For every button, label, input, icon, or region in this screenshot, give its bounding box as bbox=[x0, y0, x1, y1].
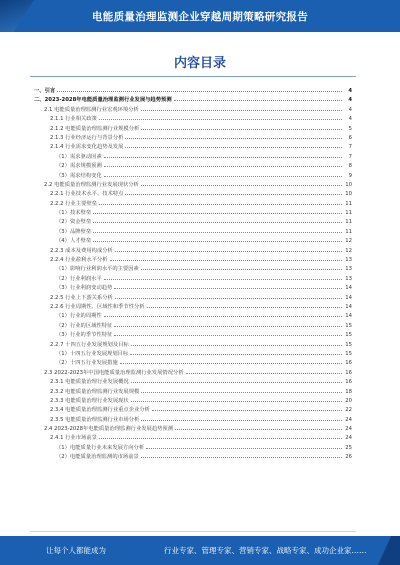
toc-entry-text: 2.2.6 行业周期性、区域性和季节性分析 bbox=[50, 303, 145, 310]
toc-entry-text: 2.2.3 成本及费用构成分析 bbox=[50, 247, 113, 254]
toc-leader-dots bbox=[114, 320, 342, 327]
toc-entry[interactable] bbox=[34, 198, 352, 207]
toc-leader-dots bbox=[120, 357, 342, 364]
toc-entry-text: 2.2.2 行业主要壁垒 bbox=[50, 200, 97, 207]
toc-entry[interactable] bbox=[34, 423, 352, 432]
toc-entry[interactable] bbox=[34, 310, 352, 319]
toc-entry[interactable] bbox=[34, 254, 352, 263]
toc-entry[interactable] bbox=[34, 94, 352, 103]
toc-page-number: 7 bbox=[348, 153, 352, 160]
toc-entry-text: （1）技术壁垒 bbox=[56, 210, 92, 217]
toc-leader-dots bbox=[57, 85, 342, 92]
toc-entry-text: 2.2.4 行业盈利水平分析 bbox=[50, 257, 108, 264]
footer-divider bbox=[30, 531, 356, 532]
toc-leader-dots bbox=[93, 226, 342, 233]
toc-entry-text: （3）需求结构变化 bbox=[56, 172, 102, 179]
toc-entry-text: （3）行业利润变动趋势 bbox=[56, 285, 113, 292]
toc-leader-dots bbox=[130, 348, 342, 355]
toc-entry[interactable] bbox=[34, 235, 352, 244]
toc-leader-dots bbox=[93, 216, 342, 223]
toc-entry[interactable] bbox=[34, 170, 352, 179]
toc-leader-dots bbox=[147, 301, 342, 308]
toc-page-number: 24 bbox=[345, 435, 352, 442]
toc-entry[interactable] bbox=[34, 348, 352, 357]
toc-page-number: 9 bbox=[348, 172, 352, 179]
toc-page-number: 14 bbox=[345, 303, 352, 310]
toc-page-number: 13 bbox=[345, 266, 352, 273]
toc-entry-text: （1）电能质量行业未来发展方向分析 bbox=[56, 444, 145, 451]
toc-entry-text: 2.2.5 行业上下游关系分析 bbox=[50, 294, 113, 301]
toc-leader-dots bbox=[114, 329, 342, 336]
toc-page-number: 11 bbox=[345, 200, 352, 207]
toc-page-number: 5 bbox=[348, 125, 352, 132]
toc-page-number: 16 bbox=[345, 379, 352, 386]
toc-entry-text: （4）人才壁垒 bbox=[56, 238, 92, 245]
toc-page-number: 12 bbox=[345, 247, 352, 254]
toc-entry-text: （2）电能质量治理监测的市场前景 bbox=[56, 454, 139, 461]
toc-page-number: 24 bbox=[345, 426, 352, 433]
toc-entry-text: 2.1 电能质量治理监测行业宏观环境分析 bbox=[44, 106, 139, 113]
toc-entry-text: 2.1.2 电能质量治理监测行业规模分析 bbox=[50, 125, 140, 132]
toc-leader-dots bbox=[93, 235, 342, 242]
toc-leader-dots bbox=[99, 432, 342, 439]
toc-entry-text: 一、引言 bbox=[34, 88, 56, 94]
toc-leader-dots bbox=[114, 282, 342, 289]
toc-leader-dots bbox=[131, 395, 342, 402]
toc-entry[interactable] bbox=[34, 292, 352, 301]
toc-page-number: 14 bbox=[345, 313, 352, 320]
toc-entry-text: 2.1.4 行业需求变化趋势及发展 bbox=[50, 144, 124, 151]
toc-entry[interactable] bbox=[34, 273, 352, 282]
toc-entry[interactable] bbox=[34, 367, 352, 376]
toc-entry[interactable] bbox=[34, 404, 352, 413]
report-footer-bar bbox=[0, 536, 400, 565]
toc-page-number: 8 bbox=[348, 163, 352, 170]
footer-decoration bbox=[378, 536, 400, 565]
toc-entry[interactable] bbox=[34, 395, 352, 404]
toc-leader-dots bbox=[141, 104, 342, 111]
report-header-bar bbox=[0, 0, 400, 32]
toc-divider bbox=[30, 76, 356, 77]
toc-entry-text: 2.3.4 电能质量治理监测行业重点企业分析 bbox=[50, 407, 150, 414]
toc-entry-text: 2.3.3 电能质量治理行业发展现状 bbox=[50, 397, 129, 404]
toc-leader-dots bbox=[115, 245, 342, 252]
toc-page-number: 7 bbox=[348, 144, 352, 151]
table-of-contents bbox=[34, 85, 352, 461]
toc-leader-dots bbox=[175, 423, 342, 430]
toc-page-number: 25 bbox=[345, 444, 352, 451]
toc-entry-text: （2）十四五行业发展措施 bbox=[56, 360, 118, 367]
toc-leader-dots bbox=[99, 113, 342, 120]
toc-leader-dots bbox=[99, 198, 342, 205]
toc-entry[interactable] bbox=[34, 339, 352, 348]
toc-leader-dots bbox=[141, 386, 342, 393]
toc-entry[interactable] bbox=[34, 179, 352, 188]
toc-leader-dots bbox=[115, 292, 342, 299]
toc-entry[interactable] bbox=[34, 320, 352, 329]
toc-leader-dots bbox=[141, 451, 342, 458]
toc-page-number: 6 bbox=[348, 134, 352, 141]
toc-leader-dots bbox=[186, 367, 342, 374]
toc-leader-dots bbox=[152, 404, 342, 411]
footer-slogan-left: 让每个人都能成为 bbox=[46, 546, 106, 555]
toc-leader-dots bbox=[125, 141, 342, 148]
toc-entry-text: （2）需求规模预测 bbox=[56, 163, 102, 170]
toc-entry-text: 2.3.5 电能质量治理监测行业市场分析 bbox=[50, 416, 140, 423]
toc-entry[interactable] bbox=[34, 104, 352, 113]
toc-page-number: 15 bbox=[345, 350, 352, 357]
toc-page-number: 26 bbox=[345, 454, 352, 461]
toc-page-number: 16 bbox=[345, 360, 352, 367]
toc-entry[interactable] bbox=[34, 282, 352, 291]
toc-leader-dots bbox=[131, 376, 342, 383]
toc-entry-text: 2.2.7 十四五行业发展规划及目标 bbox=[50, 341, 129, 348]
toc-leader-dots bbox=[104, 170, 342, 177]
toc-leader-dots bbox=[141, 179, 342, 186]
toc-leader-dots bbox=[93, 207, 342, 214]
toc-heading: 内容目录 bbox=[173, 56, 226, 71]
toc-page-number: 4 bbox=[348, 97, 352, 104]
toc-entry-text: （3）行业的季节性特征 bbox=[56, 332, 113, 339]
toc-entry-text: （2）行业利润水平 bbox=[56, 275, 102, 282]
toc-page-number: 11 bbox=[345, 219, 352, 226]
toc-entry-text: 2.1.1 行业相关政策 bbox=[50, 116, 97, 123]
toc-page-number: 13 bbox=[345, 257, 352, 264]
footer-slogan-right: 行业专家、管理专家、营销专家、战略专家、成功企业家…… bbox=[164, 546, 367, 555]
toc-entry[interactable] bbox=[34, 329, 352, 338]
toc-page-number: 16 bbox=[345, 369, 352, 376]
toc-entry[interactable] bbox=[34, 442, 352, 451]
toc-entry-text: 2.3 2022-2023年中国电能质量治理监测行业发展情况分析 bbox=[44, 369, 184, 376]
toc-page-number: 10 bbox=[345, 191, 352, 198]
toc-leader-dots bbox=[125, 132, 342, 139]
toc-entry-text: （3）品牌壁垒 bbox=[56, 228, 92, 235]
toc-leader-dots bbox=[141, 414, 342, 421]
toc-entry[interactable] bbox=[34, 132, 352, 141]
toc-entry[interactable] bbox=[34, 123, 352, 132]
toc-page-number: 11 bbox=[345, 210, 352, 217]
toc-entry-text: 2.2.1 行业技术水平、技术特点 bbox=[50, 191, 124, 198]
toc-page-number: 14 bbox=[345, 294, 352, 301]
toc-entry-text: （2）行业的区域性特征 bbox=[56, 322, 113, 329]
toc-page-number: 24 bbox=[345, 416, 352, 423]
toc-leader-dots bbox=[146, 442, 342, 449]
toc-leader-dots bbox=[104, 273, 342, 280]
toc-entry[interactable] bbox=[34, 263, 352, 272]
toc-entry-text: 2.1.3 行业经济运行与背景分析 bbox=[50, 134, 124, 141]
toc-page-number: 18 bbox=[345, 388, 352, 395]
toc-leader-dots bbox=[104, 160, 342, 167]
toc-entry[interactable] bbox=[34, 357, 352, 366]
toc-entry[interactable] bbox=[34, 301, 352, 310]
toc-page-number: 13 bbox=[345, 275, 352, 282]
toc-entry-text: 2.3.1 电能质量治理行业发展概况 bbox=[50, 379, 129, 386]
toc-entry[interactable] bbox=[34, 207, 352, 216]
toc-page-number: 4 bbox=[348, 116, 352, 123]
toc-entry[interactable] bbox=[34, 451, 352, 460]
toc-entry-text: （1）行业的周期性 bbox=[56, 313, 102, 320]
toc-entry[interactable] bbox=[34, 414, 352, 423]
toc-entry[interactable] bbox=[34, 151, 352, 160]
toc-page-number: 10 bbox=[345, 181, 352, 188]
toc-page-number: 11 bbox=[345, 228, 352, 235]
toc-entry[interactable] bbox=[34, 113, 352, 122]
toc-page-number: 14 bbox=[345, 285, 352, 292]
toc-page-number: 12 bbox=[345, 238, 352, 245]
toc-page-number: 4 bbox=[348, 106, 352, 113]
toc-entry-text: （1）十四五行业发展规划目标 bbox=[56, 350, 129, 357]
toc-leader-dots bbox=[104, 310, 342, 317]
toc-entry[interactable] bbox=[34, 432, 352, 441]
toc-leader-dots bbox=[174, 94, 342, 101]
toc-leader-dots bbox=[141, 263, 342, 270]
toc-page-number: 20 bbox=[345, 397, 352, 404]
toc-entry-text: 二、2023-2028年电能质量治理监测行业发展与趋势预测 bbox=[34, 97, 172, 104]
toc-page-number: 15 bbox=[345, 322, 352, 329]
report-title: 电能质量治理监测企业穿越周期策略研究报告 bbox=[92, 11, 308, 23]
toc-leader-dots bbox=[125, 188, 342, 195]
toc-entry-text: （2）资金壁垒 bbox=[56, 219, 92, 226]
toc-page-number: 4 bbox=[348, 88, 352, 94]
toc-entry[interactable] bbox=[34, 216, 352, 225]
toc-entry[interactable] bbox=[34, 226, 352, 235]
toc-entry[interactable] bbox=[34, 141, 352, 150]
toc-entry-text: 2.2 电能质量治理监测行业发展现状分析 bbox=[44, 181, 139, 188]
toc-entry-text: 2.4 2023-2028年电能质量治理监测行业发展趋势预测 bbox=[44, 426, 174, 433]
toc-leader-dots bbox=[104, 151, 342, 158]
toc-entry-text: （1）影响行业利润水平的主要因素 bbox=[56, 266, 139, 273]
toc-page-number: 15 bbox=[345, 332, 352, 339]
toc-entry[interactable] bbox=[34, 386, 352, 395]
toc-page-number: 22 bbox=[345, 407, 352, 414]
toc-entry-text: 2.3.2 电能质量治理监测行业发展规模 bbox=[50, 388, 140, 395]
toc-entry[interactable] bbox=[34, 245, 352, 254]
toc-entry-text: （1）需求驱动因素 bbox=[56, 153, 102, 160]
toc-entry-text: 2.4.1 行业市场前景 bbox=[50, 435, 97, 442]
toc-entry[interactable] bbox=[34, 376, 352, 385]
toc-entry[interactable] bbox=[34, 188, 352, 197]
toc-leader-dots bbox=[131, 339, 342, 346]
toc-entry[interactable] bbox=[34, 85, 352, 94]
toc-leader-dots bbox=[110, 254, 342, 261]
toc-leader-dots bbox=[141, 123, 342, 130]
toc-page-number: 15 bbox=[345, 341, 352, 348]
toc-entry[interactable] bbox=[34, 160, 352, 169]
